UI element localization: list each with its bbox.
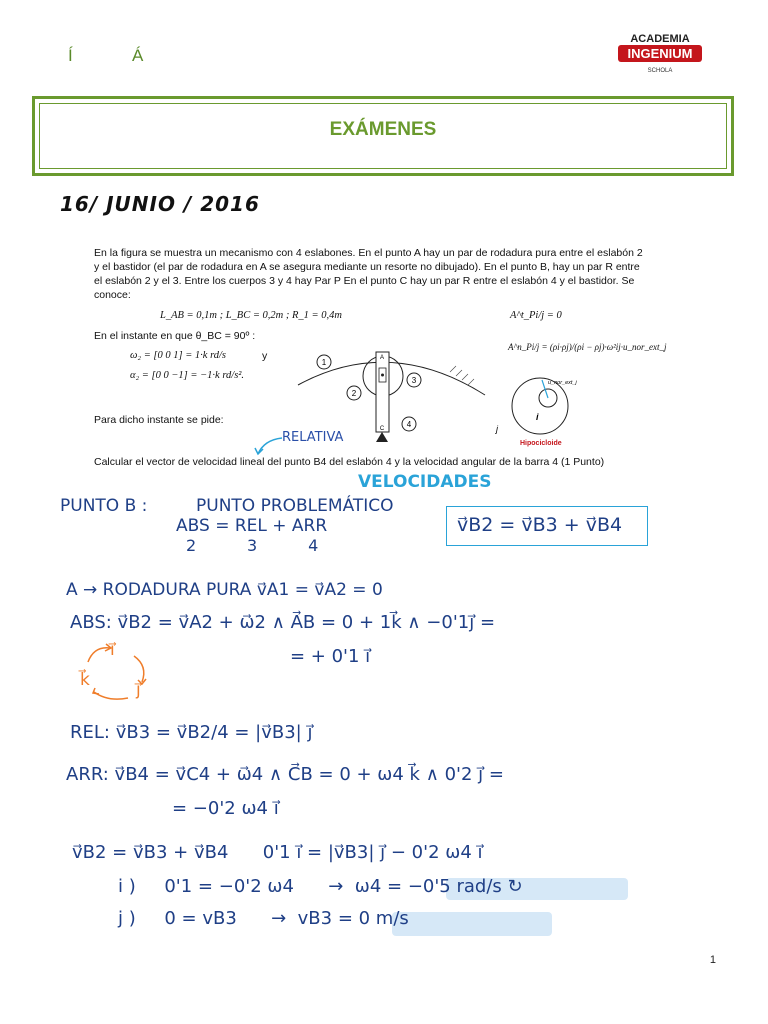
hw-line-i: i ) 0'1 = −0'2 ω4 → ω4 = −0'5 rad/s ↻ [118, 876, 523, 897]
fig-label-2: 2 [351, 389, 357, 398]
omega-and: y [262, 350, 268, 362]
fig-label-3: 3 [411, 376, 417, 385]
hw-line-abs-result: = + 0'1 i⃗ [290, 646, 371, 667]
hw-link-numbers: 2 3 4 [186, 536, 319, 555]
academia-ingenium-logo [612, 28, 708, 78]
page-number: 1 [709, 954, 716, 966]
rot-i-label: i⃗ [110, 640, 115, 660]
question-text: Calcular el vector de velocidad lineal del punto B4 del eslabón 4 y la velocidad angular de la barra 4 (1 Punto) [94, 456, 605, 468]
logo-main-text: INGENIUM [627, 46, 693, 61]
rot-j-label: j⃗ [136, 680, 141, 700]
exam-date: 16/ JUNIO / 2016 [60, 192, 260, 216]
hw-punto-b: PUNTO B : [60, 496, 148, 516]
hw-line-j: j ) 0 = vB3 → vB3 = 0 m/s [118, 908, 409, 929]
boxed-equation-text: v⃗B2 = v⃗B3 + v⃗B4 [457, 514, 623, 536]
hypocycloid-label: Hipocicloide [520, 440, 562, 447]
fig-label-c: C [379, 426, 385, 432]
page-title: EXÁMENES [329, 119, 437, 140]
hw-line-a: A → RODADURA PURA v⃗A1 = v⃗A2 = 0 [66, 580, 383, 600]
velocidades-heading: VELOCIDADES [358, 472, 492, 492]
normal-accel-formula: A^n_Pi/j = (ρi·ρj)/(ρi − ρj)·ω²ij·u_nor_ext_j [508, 342, 667, 352]
problem-statement: En la figura se muestra un mecanismo con 4 eslabones. En el punto A hay un par de rodadura pura entre el eslabón 2 y el bastidor (el par de rodadura en A se asegura mediante un resorte no dibujado). En el punto B, hay un par R entre el eslabón 2 y el 3. Entre los cuerpos 3 y 4 hay Par P En el punto C hay un par R entre el eslabón 4 y el bastidor. Se conoce: [94, 247, 643, 301]
request-text: Para dicho instante se pide: [94, 414, 224, 426]
logo-sub-text: SCHOLA [647, 68, 673, 74]
instant-text: En el instante en que θ_BC = 90º : [94, 330, 256, 342]
hw-line-sum: v⃗B2 = v⃗B3 + v⃗B4 0'1 i⃗ = |v⃗B3| j⃗ − 0'2 ω4 i⃗ [72, 842, 483, 863]
hw-abs-rel-arr: ABS = REL + ARR [176, 516, 328, 536]
alpha-formula: α₂ = [0 0 −1] = −1·k rd/s². [130, 370, 245, 381]
hw-punto-problematico: PUNTO PROBLEMÁTICO [196, 496, 394, 516]
hw-line-arr: ARR: v⃗B4 = v⃗C4 + ω⃗4 ∧ C⃗B = 0 + ω4 k⃗ ∧ 0'2 j⃗ = [66, 764, 504, 785]
highlight-vb3 [392, 912, 552, 936]
fig-label-1: 1 [321, 358, 327, 367]
hypocycloid-figure [490, 368, 600, 448]
title-frame [32, 96, 734, 176]
header-letter-1: Í [68, 46, 73, 65]
hypo-i-label: i [536, 412, 539, 422]
hw-line-rel: REL: v⃗B3 = v⃗B2/4 = |v⃗B3| j⃗ [70, 722, 313, 743]
tangential-accel-formula: A^t_Pi/j = 0 [510, 310, 562, 321]
lengths-formula: L_AB = 0,1m ; L_BC = 0,2m ; R_1 = 0,4m [160, 310, 342, 321]
boxed-velocity-equation [446, 506, 648, 546]
omega-formula: ω₂ = [0 0 1] = 1·k rd/s [130, 350, 227, 361]
relativa-note: RELATIVA [282, 430, 344, 445]
hypo-j-label: j [496, 424, 498, 434]
fig-label-a: A [379, 355, 385, 361]
hypo-u-label: u_nor_ext_j [548, 380, 577, 386]
hw-line-arr-result: = −0'2 ω4 i⃗ [172, 798, 279, 819]
hw-line-abs: ABS: v⃗B2 = v⃗A2 + ω⃗2 ∧ A⃗B = 0 + 1k⃗ ∧ −0'1j⃗ = [70, 612, 496, 633]
rot-k-label: k⃗ [80, 670, 90, 690]
header-letter-2: Á [132, 46, 144, 65]
fig-label-4: 4 [406, 420, 412, 429]
logo-top-text: ACADEMIA [630, 33, 690, 45]
